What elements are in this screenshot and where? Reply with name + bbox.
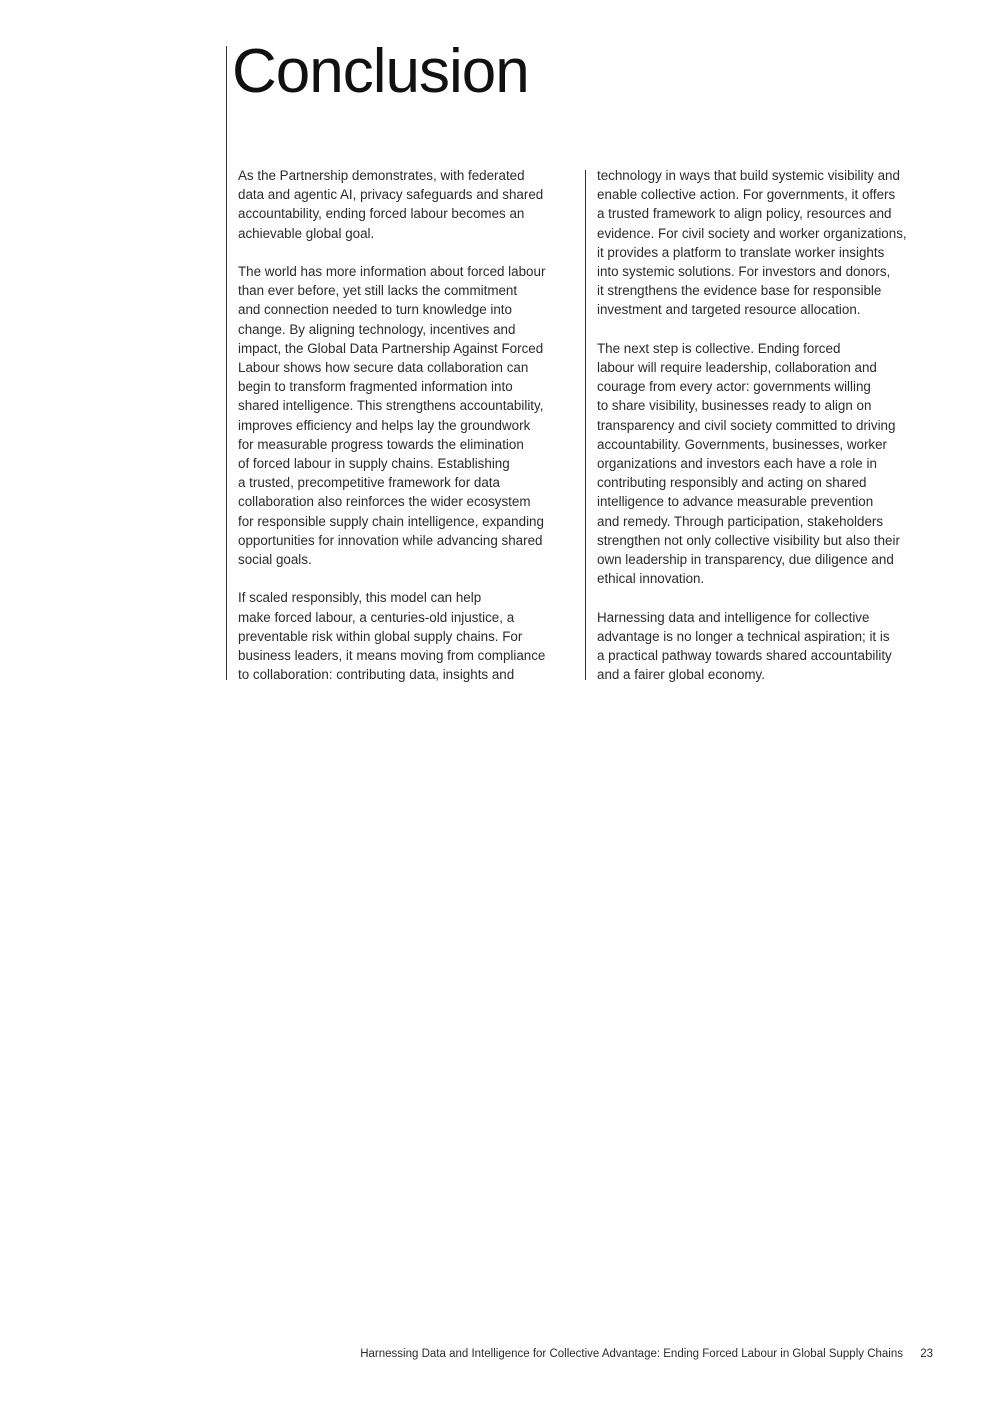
body-line: The world has more information about forced labour — [238, 264, 546, 279]
body-line: investment and targeted resource allocation. — [597, 302, 861, 318]
body-line: accountability, ending forced labour becomes an — [238, 206, 525, 222]
body-line: a trusted, precompetitive framework for data — [238, 475, 500, 491]
body-line: contributing responsibly and acting on shared — [597, 475, 867, 491]
body-line: The next step is collective. Ending forced — [597, 340, 841, 356]
left-column — [238, 166, 578, 704]
body-line: of forced labour in supply chains. Establishing — [238, 456, 510, 472]
body-line: than ever before, yet still lacks the commitment — [238, 283, 518, 299]
body-line: change. By aligning technology, incentives and — [238, 321, 516, 337]
page-number: 23 — [920, 1348, 933, 1360]
body-line: it strengthens the evidence base for responsible — [597, 283, 882, 299]
body-line: advantage is no longer a technical aspiration; it is — [597, 628, 890, 644]
body-line: to share visibility, businesses ready to align on — [597, 398, 872, 414]
body-line: it provides a platform to translate worker insights — [597, 244, 885, 260]
body-line: accountability. Governments, businesses, worker — [597, 436, 888, 452]
body-line: courage from every actor: governments willing — [597, 379, 871, 395]
body-line: strengthen not only collective visibility but also their — [597, 532, 900, 548]
body-line: shared intelligence. This strengthens accountability, — [238, 398, 544, 414]
body-line: preventable risk within global supply chains. For — [238, 628, 523, 644]
body-line: and remedy. Through participation, stakeholders — [597, 513, 884, 529]
body-line: ethical innovation. — [597, 571, 705, 587]
title-vertical-rule — [226, 46, 227, 680]
body-line: If scaled responsibly, this model can help — [238, 590, 482, 606]
body-line: and connection needed to turn knowledge into — [238, 302, 512, 318]
body-line: technology in ways that build systemic visibility and — [597, 168, 900, 183]
body-line: impact, the Global Data Partnership Against Forced — [238, 340, 544, 356]
body-line: achievable global goal. — [238, 225, 375, 241]
column-divider — [585, 170, 586, 680]
body-paragraph — [597, 166, 937, 320]
body-line: make forced labour, a centuries-old injustice, a — [238, 609, 515, 625]
body-line: improves efficiency and helps lay the groundwork — [238, 417, 531, 433]
footer-title-sub: Ending Forced Labour in Global Supply Chains — [663, 1348, 903, 1360]
body-line: a trusted framework to align policy, resources and — [597, 206, 892, 222]
body-line: for responsible supply chain intelligence, expanding — [238, 513, 544, 529]
body-paragraph — [238, 588, 578, 684]
body-line: transparency and civil society committed to driving — [597, 417, 896, 433]
body-line: Harnessing data and intelligence for collective — [597, 609, 870, 625]
body-line: and a fairer global economy. — [597, 667, 765, 683]
right-column — [597, 166, 937, 704]
body-line: intelligence to advance measurable prevention — [597, 494, 874, 510]
body-line: opportunities for innovation while advancing shared — [238, 532, 543, 548]
body-line: business leaders, it means moving from compliance — [238, 648, 546, 664]
body-line: begin to transform fragmented information into — [238, 379, 513, 395]
body-line: collaboration also reinforces the wider ecosystem — [238, 494, 531, 510]
page-footer — [360, 1346, 933, 1362]
body-line: Labour shows how secure data collaboration can — [238, 360, 529, 376]
body-line: data and agentic AI, privacy safeguards and shared — [238, 187, 544, 203]
body-line: a practical pathway towards shared accountability — [597, 648, 892, 664]
footer-title-main: Harnessing Data and Intelligence for Collective Advantage: — [360, 1348, 661, 1360]
body-paragraph — [597, 608, 937, 685]
body-line: evidence. For civil society and worker organizations, — [597, 225, 907, 241]
body-line: for measurable progress towards the elimination — [238, 436, 524, 452]
body-line: enable collective action. For governments, it offers — [597, 187, 896, 203]
body-paragraph — [238, 262, 578, 569]
body-line: labour will require leadership, collaboration and — [597, 360, 877, 376]
body-paragraph — [597, 339, 937, 589]
body-line: organizations and investors each have a role in — [597, 456, 877, 472]
page-title: Conclusion — [232, 37, 529, 106]
body-line: to collaboration: contributing data, insights and — [238, 667, 515, 683]
body-line: own leadership in transparency, due diligence and — [597, 552, 894, 568]
body-line: As the Partnership demonstrates, with federated — [238, 168, 525, 183]
body-paragraph — [238, 166, 578, 243]
body-line: social goals. — [238, 552, 312, 568]
body-line: into systemic solutions. For investors and donors, — [597, 264, 891, 280]
